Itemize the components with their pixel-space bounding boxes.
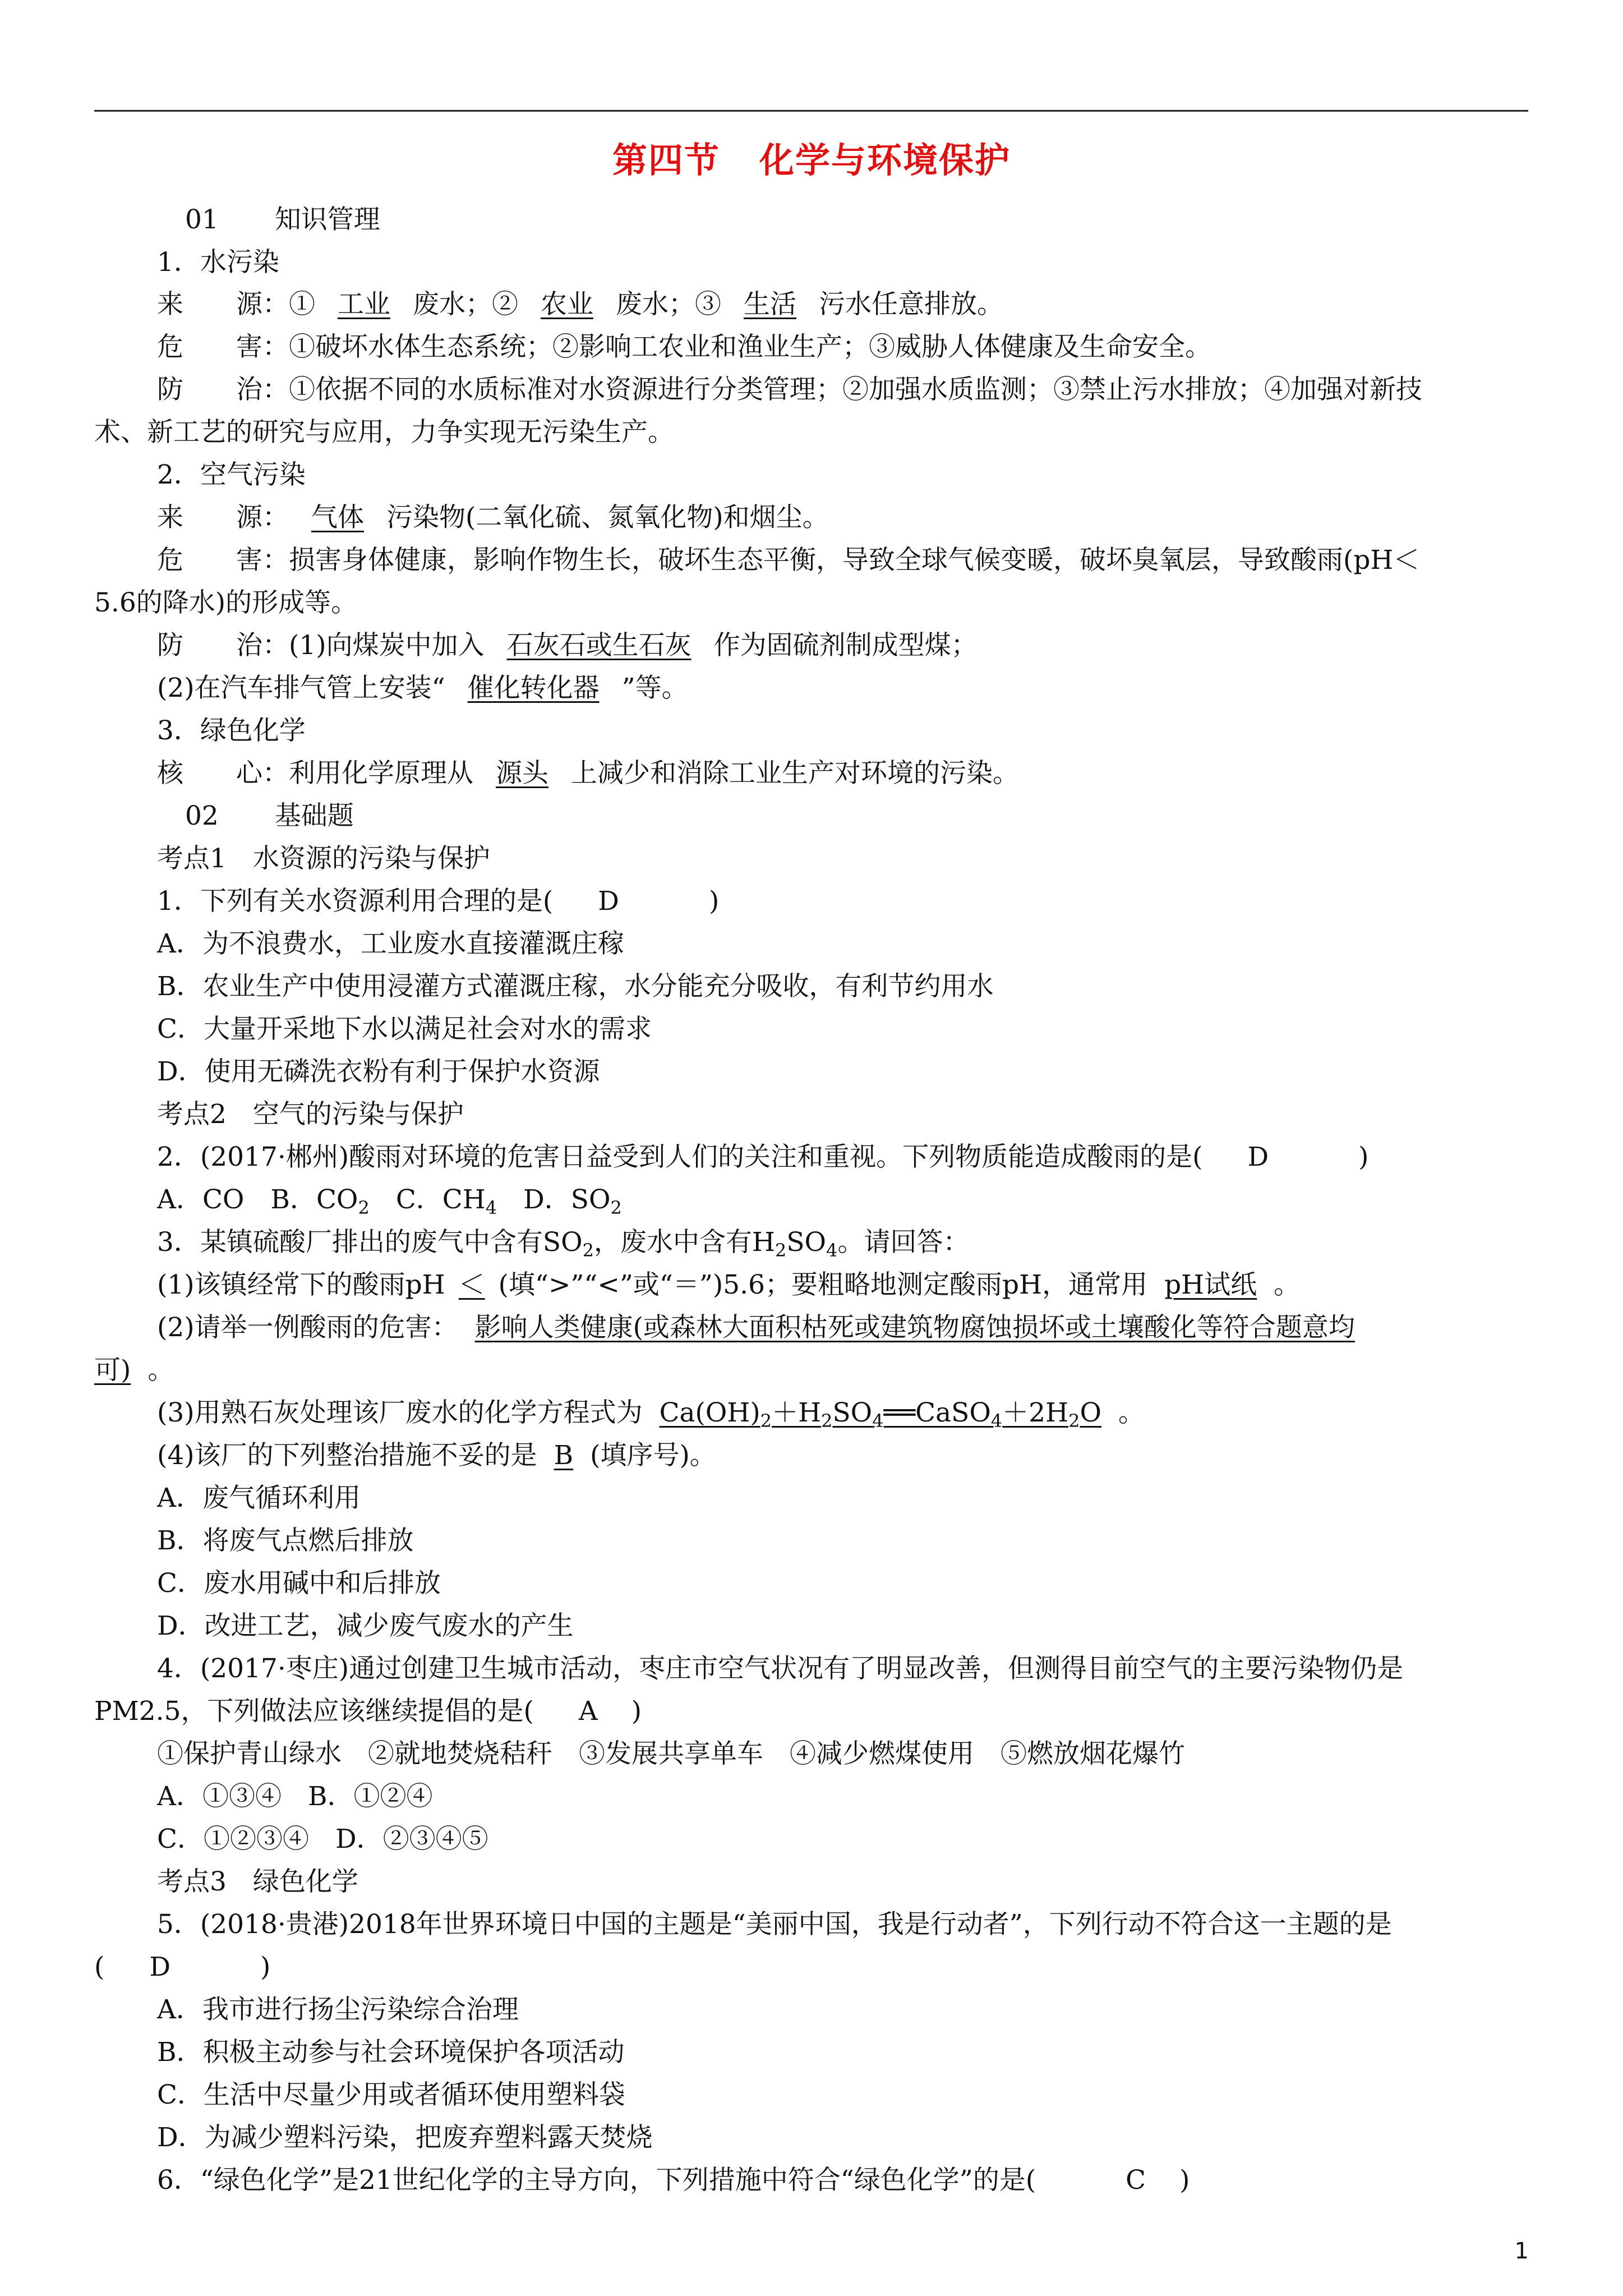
option-b: B．农业生产中使用浸灌方式灌溉庄稼，水分能充分吸收，有利节约用水 bbox=[157, 971, 994, 1002]
answer-blank: B bbox=[554, 1440, 574, 1471]
question-3-part-2: (2)请举一例酸雨的危害： 影响人类健康(或森林大面积枯死或建筑物腐蚀损坏或土壤酸化等符合题意均 bbox=[157, 1312, 1355, 1343]
answer-blank: 石灰石或生石灰 bbox=[506, 630, 691, 661]
option-d: D．使用无磷洗衣粉有利于保护水资源 bbox=[157, 1056, 600, 1087]
answer-blank: 影响人类健康(或森林大面积枯死或建筑物腐蚀损坏或土壤酸化等符合题意均 bbox=[474, 1312, 1355, 1343]
water-harm-line: 危 害：①破坏水体生态系统；②影响工农业和渔业生产；③威胁人体健康及生命安全。 bbox=[157, 332, 1211, 362]
section-heading-basic: 02 基础题 bbox=[185, 800, 354, 831]
air-prevention-line-1: 防 治：(1)向煤炭中加入 石灰石或生石灰 作为固硫剂制成型煤； bbox=[157, 630, 978, 661]
answer-blank: 生活 bbox=[744, 289, 796, 320]
air-harm-line: 危 害：损害身体健康，影响作物生长，破坏生态平衡，导致全球气候变暖，破坏臭氧层，导致酸雨(pH＜ bbox=[157, 545, 1420, 576]
section-heading-knowledge: 01 知识管理 bbox=[185, 204, 380, 235]
question-3-part-4: (4)该厂的下列整治措施不妥的是 B (填序号)。 bbox=[157, 1440, 716, 1471]
topic-heading-3: 考点3 绿色化学 bbox=[157, 1866, 358, 1897]
question-3-part-3: (3)用熟石灰处理该厂废水的化学方程式为 $Ca(OH)_2+H_2SO_4══CaSO_4+2H_2O$ 。 bbox=[157, 1397, 1145, 1432]
answer-blank: 工业 bbox=[338, 289, 390, 320]
question-4-options-1: A．①③④ B．①②④ bbox=[157, 1781, 433, 1812]
air-prevention-line-2: (2)在汽车排气管上安装“ 催化转化器 ”等。 bbox=[157, 673, 688, 703]
option-b: B．积极主动参与社会环境保护各项活动 bbox=[157, 2037, 625, 2068]
water-source-line: 来 源：① 工业 废水；② 农业 废水；③ 生活 污水任意排放。 bbox=[157, 289, 1003, 320]
answer-blank: ＜ bbox=[458, 1269, 485, 1300]
air-harm-line-cont: 5.6的降水)的形成等。 bbox=[94, 587, 358, 618]
answer-choice: C bbox=[1126, 2165, 1146, 2196]
section-number: 第四节 bbox=[612, 140, 720, 181]
answer-blank: 农业 bbox=[541, 289, 593, 320]
answer-choice: D bbox=[598, 886, 619, 917]
water-prevention-line: 防 治：①依据不同的水质标准对水资源进行分类管理；②加强水质监测；③禁止污水排放；④加强对新技 bbox=[157, 374, 1422, 405]
option-b: B．将废气点燃后排放 bbox=[157, 1525, 414, 1556]
answer-blank: 气体 bbox=[311, 502, 364, 533]
option-d: D．改进工艺，减少废气废水的产生 bbox=[157, 1611, 574, 1641]
water-prevention-line-cont: 术、新工艺的研究与应用，力争实现无污染生产。 bbox=[94, 417, 674, 448]
option-c: C．大量开采地下水以满足社会对水的需求 bbox=[157, 1014, 652, 1045]
answer-blank: pH试纸 bbox=[1164, 1269, 1257, 1300]
question-5: 5．(2018·贵港)2018年世界环境日中国的主题是“美丽中国，我是行动者”，下列行动不符合这一主题的是 bbox=[157, 1909, 1392, 1940]
question-5-cont: ( D ) bbox=[94, 1952, 271, 1982]
question-3-part-1: (1)该镇经常下的酸雨pH ＜ (填“>”“<”或“＝”)5.6；要粗略地测定酸雨pH，通常用 pH试纸 。 bbox=[157, 1269, 1301, 1300]
answer-blank: 催化转化器 bbox=[467, 673, 600, 703]
question-4: 4．(2017·枣庄)通过创建卫生城市活动，枣庄市空气状况有了明显改善，但测得目前空气的主要污染物仍是 bbox=[157, 1653, 1404, 1684]
question-2-options: A．CO B．$CO_2$ C．$CH_4$ D．$SO_2$ bbox=[157, 1184, 622, 1218]
question-4-options-2: C．①②③④ D．②③④⑤ bbox=[157, 1824, 488, 1855]
question-3: 3．某镇硫酸厂排出的废气中含有$SO_2$，废水中含有$H_2SO_4$。请回答： bbox=[157, 1227, 970, 1261]
option-d: D．为减少塑料污染，把废弃塑料露天焚烧 bbox=[157, 2122, 653, 2153]
question-4-items: ①保护青山绿水 ②就地焚烧秸秆 ③发展共享单车 ④减少燃煤使用 ⑤燃放烟花爆竹 bbox=[157, 1738, 1185, 1769]
knowledge-item-green: 3．绿色化学 bbox=[157, 715, 306, 746]
question-3-part-2-cont: 可) 。 bbox=[94, 1355, 174, 1386]
option-c: C．生活中尽量少用或者循环使用塑料袋 bbox=[157, 2079, 625, 2110]
air-source-line: 来 源： 气体 污染物(二氧化硫、氮氧化物)和烟尘。 bbox=[157, 502, 829, 533]
question-6: 6．“绿色化学”是21世纪化学的主导方向，下列措施中符合“绿色化学”的是( C ) bbox=[157, 2165, 1190, 2196]
answer-choice: D bbox=[149, 1952, 171, 1982]
answer-blank: 源头 bbox=[496, 758, 548, 789]
option-c: C．废水用碱中和后排放 bbox=[157, 1568, 441, 1599]
option-a: A．为不浪费水，工业废水直接灌溉庄稼 bbox=[157, 928, 624, 959]
question-2: 2．(2017·郴州)酸雨对环境的危害日益受到人们的关注和重视。下列物质能造成酸雨的是( D ) bbox=[157, 1142, 1369, 1172]
header-rule bbox=[94, 110, 1528, 112]
topic-heading-2: 考点2 空气的污染与保护 bbox=[157, 1099, 464, 1130]
section-title: 化学与环境保护 bbox=[759, 140, 1011, 181]
knowledge-item-water: 1．水污染 bbox=[157, 247, 279, 278]
answer-choice: D bbox=[1247, 1142, 1269, 1172]
question-1: 1．下列有关水资源利用合理的是( D ) bbox=[157, 886, 720, 917]
page-title bbox=[0, 132, 1623, 182]
option-a: A．废气循环利用 bbox=[157, 1483, 361, 1513]
question-4-cont: PM2.5，下列做法应该继续提倡的是( A ) bbox=[94, 1696, 642, 1727]
knowledge-item-air: 2．空气污染 bbox=[157, 459, 306, 490]
green-core-line: 核 心：利用化学原理从 源头 上减少和消除工业生产对环境的污染。 bbox=[157, 758, 1019, 789]
page-number: 1 bbox=[1514, 2238, 1529, 2264]
answer-choice: A bbox=[578, 1696, 598, 1727]
topic-heading-1: 考点1 水资源的污染与保护 bbox=[157, 843, 490, 874]
option-a: A．我市进行扬尘污染综合治理 bbox=[157, 1994, 519, 2025]
